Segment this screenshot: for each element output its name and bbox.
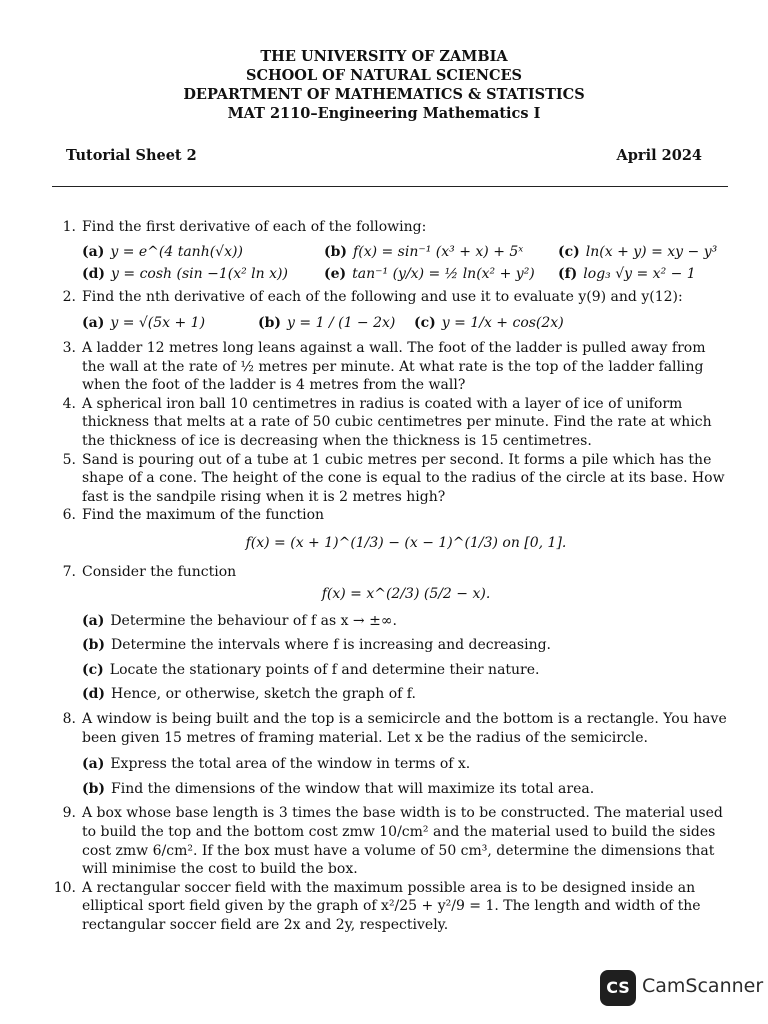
part-expression: f(x) = sin⁻¹ (x³ + x) + 5ˣ xyxy=(353,243,524,260)
part-text: Hence, or otherwise, sketch the graph of f. xyxy=(111,686,416,703)
part-text: Determine the intervals where f is increasing and decreasing. xyxy=(111,637,551,654)
question-number: 9. xyxy=(62,805,76,822)
question-7-parts xyxy=(82,612,730,704)
part-label: (b) xyxy=(82,637,106,654)
part-a xyxy=(82,755,730,774)
part-d xyxy=(82,685,730,704)
part-label: (c) xyxy=(414,315,436,332)
question-8 xyxy=(50,710,730,798)
function-display: f(x) = x^(2/3) (5/2 − x). xyxy=(321,586,491,603)
question-7 xyxy=(50,563,730,705)
part-expression: tan⁻¹ (y/x) = ½ ln(x² + y²) xyxy=(352,266,535,283)
camscanner-logo-icon: CS xyxy=(600,970,636,1006)
university-name: THE UNIVERSITY OF ZAMBIA xyxy=(260,48,508,65)
course-title: MAT 2110–Engineering Mathematics I xyxy=(227,105,541,122)
part-text: Express the total area of the window in terms of x. xyxy=(110,756,471,773)
question-number: 7. xyxy=(62,563,76,580)
question-number: 5. xyxy=(62,451,76,468)
sheet-title: Tutorial Sheet 2 xyxy=(66,147,197,164)
part-b xyxy=(82,780,730,799)
camscanner-wordmark: CamScanner xyxy=(642,975,764,997)
question-1-parts xyxy=(82,243,730,284)
part-label: (d) xyxy=(82,266,106,283)
question-number: 6. xyxy=(62,507,76,524)
question-number: 3. xyxy=(62,339,76,356)
header-divider xyxy=(52,186,728,187)
question-9 xyxy=(50,804,730,878)
part-b xyxy=(82,636,730,655)
part-a xyxy=(82,243,324,262)
question-text: A window is being built and the top is a semicircle and the bottom is a rectangle. You have been given 15 metres of framing material. Let x be the radius of the semicircle. xyxy=(82,711,727,746)
part-b xyxy=(258,314,414,333)
question-number: 1. xyxy=(62,219,76,235)
part-label: (c) xyxy=(558,243,580,260)
question-number: 2. xyxy=(62,288,76,305)
part-b xyxy=(324,243,558,262)
question-text: Find the first derivative of each of the following: xyxy=(82,219,427,235)
part-label: (d) xyxy=(82,686,106,703)
question-number: 10. xyxy=(53,879,76,896)
part-label: (a) xyxy=(82,243,105,260)
part-expression: y = e^(4 tanh(√x)) xyxy=(110,243,243,260)
part-c xyxy=(558,243,718,262)
question-8-parts xyxy=(82,755,730,798)
question-text: Sand is pouring out of a tube at 1 cubic metres per second. It forms a pile which has the shape of a cone. The height of the cone is equal to the radius of the circle at its base. How fast is the sandpile rising when it is 2 metres high? xyxy=(82,451,725,505)
part-a xyxy=(82,314,258,333)
part-expression: y = √(5x + 1) xyxy=(110,315,206,332)
part-label: (a) xyxy=(82,612,105,629)
part-expression: ln(x + y) = xy − y³ xyxy=(585,243,718,260)
part-label: (b) xyxy=(324,243,348,260)
school-name: SCHOOL OF NATURAL SCIENCES xyxy=(245,67,523,84)
part-expression: y = 1/x + cos(2x) xyxy=(441,315,564,332)
sheet-date: April 2024 xyxy=(616,147,702,164)
question-6 xyxy=(50,506,730,552)
question-list xyxy=(50,218,730,935)
part-label: (f) xyxy=(558,266,578,283)
part-text: Find the dimensions of the window that will maximize its total area. xyxy=(111,780,595,797)
part-expression: log₃ √y = x² − 1 xyxy=(583,266,696,283)
part-text: Locate the stationary points of f and determine their nature. xyxy=(109,661,540,678)
part-label: (a) xyxy=(82,315,105,332)
question-2-parts xyxy=(82,314,730,333)
question-5 xyxy=(50,451,730,507)
question-text: A ladder 12 metres long leans against a wall. The foot of the ladder is pulled away from the wall at the rate of ½ metres per minute. At what rate is the top of the ladder falling when the foot of the ladder is 4 metres from the wall? xyxy=(82,339,706,394)
question-1 xyxy=(50,218,730,284)
question-10 xyxy=(50,879,730,935)
question-text: A box whose base length is 3 times the base width is to be constructed. The material used to build the top and the bottom cost zmw 10/cm² and the material used to build the sides cost zmw 6/cm². If the box must have a volume of 50 cm³, determine the dimensions that will minimise the cost to build the box. xyxy=(82,805,723,878)
question-text: Consider the function xyxy=(82,563,237,580)
question-3 xyxy=(50,339,730,395)
part-c xyxy=(414,314,614,333)
question-number: 8. xyxy=(62,711,76,728)
part-f xyxy=(558,265,718,284)
part-text: Determine the behaviour of f as x → ±∞. xyxy=(110,612,397,629)
camscanner-watermark xyxy=(600,970,764,1006)
part-label: (c) xyxy=(82,661,104,678)
part-e xyxy=(324,265,558,284)
part-a xyxy=(82,612,730,631)
part-d xyxy=(82,265,324,284)
question-text: Find the nth derivative of each of the following and use it to evaluate y(9) and y(12): xyxy=(82,288,683,305)
question-number: 4. xyxy=(62,395,76,412)
part-label: (b) xyxy=(258,315,282,332)
part-label: (e) xyxy=(324,266,347,283)
question-text: Find the maximum of the function xyxy=(82,507,325,524)
department-name: DEPARTMENT OF MATHEMATICS & STATISTICS xyxy=(183,86,585,103)
part-label: (b) xyxy=(82,780,106,797)
part-expression: y = cosh (sin −1(x² ln x)) xyxy=(111,266,288,283)
question-4 xyxy=(50,395,730,451)
part-c xyxy=(82,661,730,680)
question-text: A spherical iron ball 10 centimetres in radius is coated with a layer of ice of uniform thickness that melts at a rate of 50 cubic centimetres per minute. Find the rate at which the thickness of ice is decreasing when the thickness is 15 centimetres. xyxy=(82,395,712,449)
function-display: f(x) = (x + 1)^(1/3) − (x − 1)^(1/3) on [0, 1]. xyxy=(245,534,567,551)
part-label: (a) xyxy=(82,756,105,773)
part-expression: y = 1 / (1 − 2x) xyxy=(287,315,396,332)
question-2 xyxy=(50,288,730,333)
question-text: A rectangular soccer field with the maximum possible area is to be designed inside an elliptical sport field given by the graph of x²/25 + y²/9 = 1. The length and width of the rectangular soccer field are 2x and 2y, respectively. xyxy=(82,879,701,933)
